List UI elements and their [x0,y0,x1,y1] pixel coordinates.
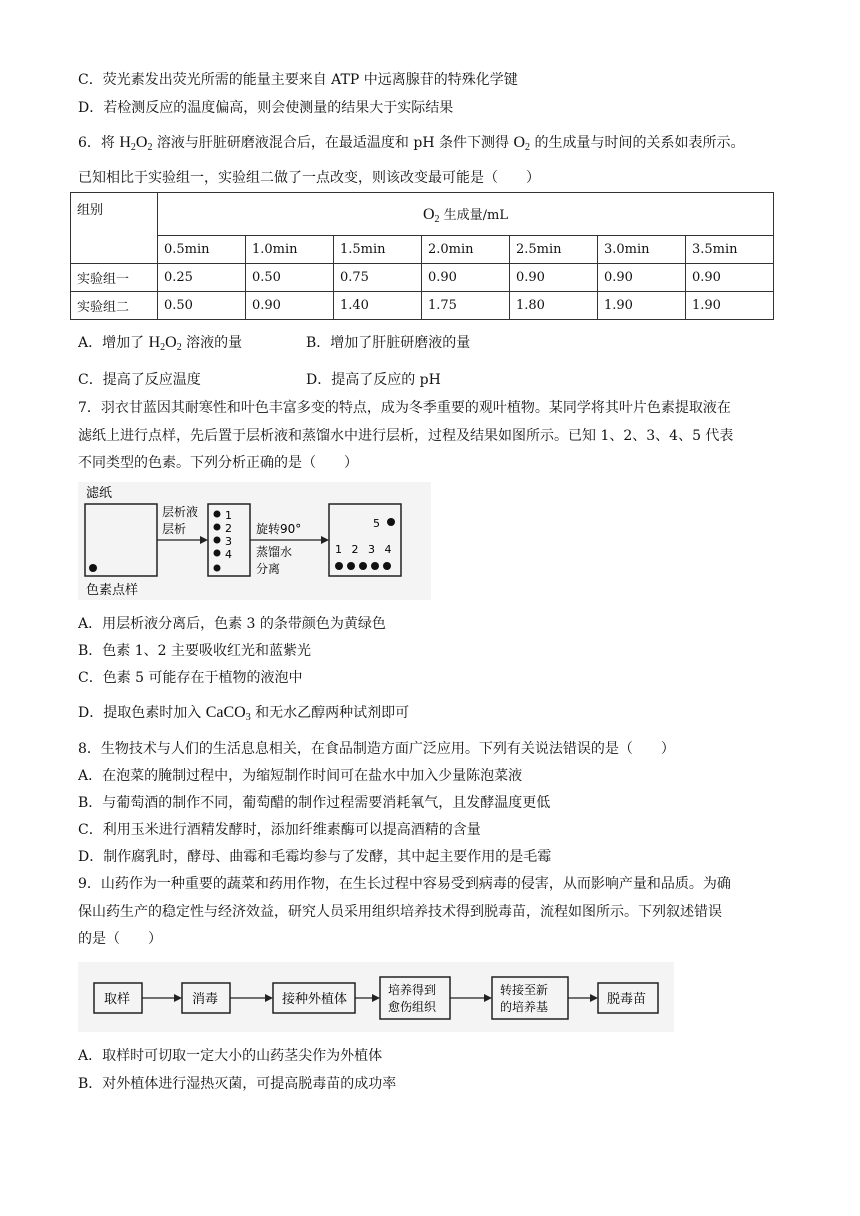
pigment-spot-4 [214,550,221,557]
pigment-dot-1 [335,562,343,570]
value-cell: 0.90 [510,264,598,292]
value-cell: 0.50 [246,264,334,292]
flow-step-inoculate: 接种外植体 [282,992,348,1007]
q5-option-c: C．荧光素发出荧光所需的能量主要来自 ATP 中远离腺苷的特殊化学键 [78,72,518,88]
q6-stem-mid: 溶液与肝脏研磨液混合后，在最适温度和 pH 条件下测得 [152,135,514,151]
q6-option-b: B．增加了肝脏研磨液的量 [306,335,471,351]
flow-step-sampling: 取样 [104,992,131,1007]
h2o2-formula: $H_2O_2$ [119,134,153,153]
value-cell: 0.90 [422,264,510,292]
flow-step-transfer-a: 转接至新 [500,983,549,997]
flow-step-disinfect: 消毒 [192,992,219,1007]
pigment-spot-1 [214,511,221,518]
pigment-spot-3 [214,537,221,544]
sample-spot [89,564,97,572]
q7-option-b: B．色素 1、2 主要吸收红光和蓝紫光 [78,643,312,659]
value-cell: 0.90 [246,292,334,320]
pigment-dot-4 [371,562,379,570]
q7-stem-line1: 7．羽衣甘蓝因其耐寒性和叶色丰富多变的特点，成为冬季重要的观叶植物。某同学将其叶片色素提取液在 [78,400,731,416]
table-row [71,264,774,292]
q6-option-a: A．增加了 $H_2O_2$ 溶液的量 [78,334,243,353]
table-row [71,292,774,320]
value-cell: 0.75 [334,264,422,292]
q5-option-d: D．若检测反应的温度偏高，则会使测量的结果大于实际结果 [78,100,454,116]
chromatography-figure [78,482,431,600]
pigment-num-2: 2 [225,522,232,535]
value-cell: 1.90 [686,292,774,320]
step1-label-b: 层析 [162,522,187,536]
pigment-dot-3 [359,562,367,570]
spot-label: 色素点样 [86,583,139,598]
q9-stem-line2: 保山药生产的稳定性与经济效益，研究人员采用组织培养技术得到脱毒苗，流程如图所示。下列叙述错误 [78,904,722,920]
chromatography-diagram [78,482,431,600]
pigment-spot-2 [214,524,221,531]
step1-label-a: 层析液 [162,505,199,519]
q6-option-d: D．提高了反应的 pH [306,372,441,388]
flow-diagram [78,962,674,1032]
tissue-culture-flow [78,962,674,1032]
step2-label-b: 蒸馏水 [256,545,293,559]
q8-option-d: D．制作腐乳时，酵母、曲霉和毛霉均参与了发酵，其中起主要作用的是毛霉 [78,849,552,865]
value-cell: 1.40 [334,292,422,320]
q9-stem-line3: 的是（ ） [78,931,162,947]
q9-option-b: B．对外植体进行湿热灭菌，可提高脱毒苗的成功率 [78,1076,397,1092]
table-o2-header: $O_2$ 生成量/mL [158,193,774,236]
value-cell: 1.90 [598,292,686,320]
q6-stem-line2: 已知相比于实验组一，实验组二做了一点改变，则该改变最可能是（ ） [78,170,540,186]
pigment-num-5: 5 [373,517,380,530]
pigment-spot-5 [214,565,221,572]
pigment-row-nums: 1 2 3 4 [335,543,395,556]
pigment-spot-5b [387,518,395,526]
value-cell: 0.25 [158,264,246,292]
q8-stem: 8．生物技术与人们的生活息息相关，在食品制造方面广泛应用。下列有关说法错误的是（ ） [78,741,675,757]
value-cell: 0.90 [686,264,774,292]
q7-stem-line3: 不同类型的色素。下列分析正确的是（ ） [78,455,358,471]
pigment-dot-2 [347,562,355,570]
q6-option-c: C．提高了反应温度 [78,372,201,388]
q6-stem-suffix: 的生成量与时间的关系如表所示。 [530,135,745,151]
time-cell: 2.0min [422,236,510,264]
flow-step-callus-a: 培养得到 [388,983,437,997]
value-cell: 0.90 [598,264,686,292]
caco3-formula: CaCO$_3$ [205,704,251,723]
flow-step-transfer-b: 的培养基 [500,1000,549,1014]
pigment-num-1: 1 [225,509,232,522]
step2-label-c: 分离 [256,562,281,576]
q7-option-a: A．用层析液分离后，色素 3 的条带颜色为黄绿色 [78,616,386,632]
q6-stem-prefix: 6．将 [78,135,120,151]
q9-stem-line1: 9．山药作为一种重要的蔬菜和药用作物，在生长过程中容易受到病毒的侵害，从而影响产量和品质。为确 [78,876,731,892]
o2-formula: $O_2$ [513,134,531,153]
q8-option-b: B．与葡萄酒的制作不同，葡萄醋的制作过程需要消耗氧气，且发酵温度更低 [78,795,551,811]
value-cell: 1.80 [510,292,598,320]
q7-stem-line2: 滤纸上进行点样，先后置于层析液和蒸馏水中进行层析，过程及结果如图所示。已知 1、2、3、4、5 代表 [78,428,734,444]
q7-option-c: C．色素 5 可能存在于植物的液泡中 [78,670,303,686]
value-cell: 0.50 [158,292,246,320]
paper-label: 滤纸 [86,486,113,501]
row-label: 实验组二 [71,292,158,320]
table-group-header: 组别 [71,193,158,264]
q8-option-c: C．利用玉米进行酒精发酵时，添加纤维素酶可以提高酒精的含量 [78,822,481,838]
q8-option-a: A．在泡菜的腌制过程中，为缩短制作时间可在盐水中加入少量陈泡菜液 [78,768,523,784]
q6-stem-line1 [78,133,744,158]
time-cell: 1.5min [334,236,422,264]
time-cell: 3.0min [598,236,686,264]
row-label: 实验组一 [71,264,158,292]
q7-option-d: D．提取色素时加入 CaCO$_3$ 和无水乙醇两种试剂即可 [78,704,410,723]
time-cell: 3.5min [686,236,774,264]
flow-step-callus-b: 愈伤组织 [388,1000,437,1014]
time-cell: 1.0min [246,236,334,264]
step2-label-a: 旋转90° [256,522,302,536]
pigment-dot-5 [383,562,391,570]
flow-step-virusfree: 脱毒苗 [607,992,647,1007]
pigment-num-4: 4 [225,548,232,561]
table-time-row [71,236,774,264]
time-cell: 2.5min [510,236,598,264]
q6-data-table [70,192,774,320]
q9-option-a: A．取样时可切取一定大小的山药茎尖作为外植体 [78,1048,383,1064]
value-cell: 1.75 [422,292,510,320]
pigment-num-3: 3 [225,535,232,548]
time-cell: 0.5min [158,236,246,264]
